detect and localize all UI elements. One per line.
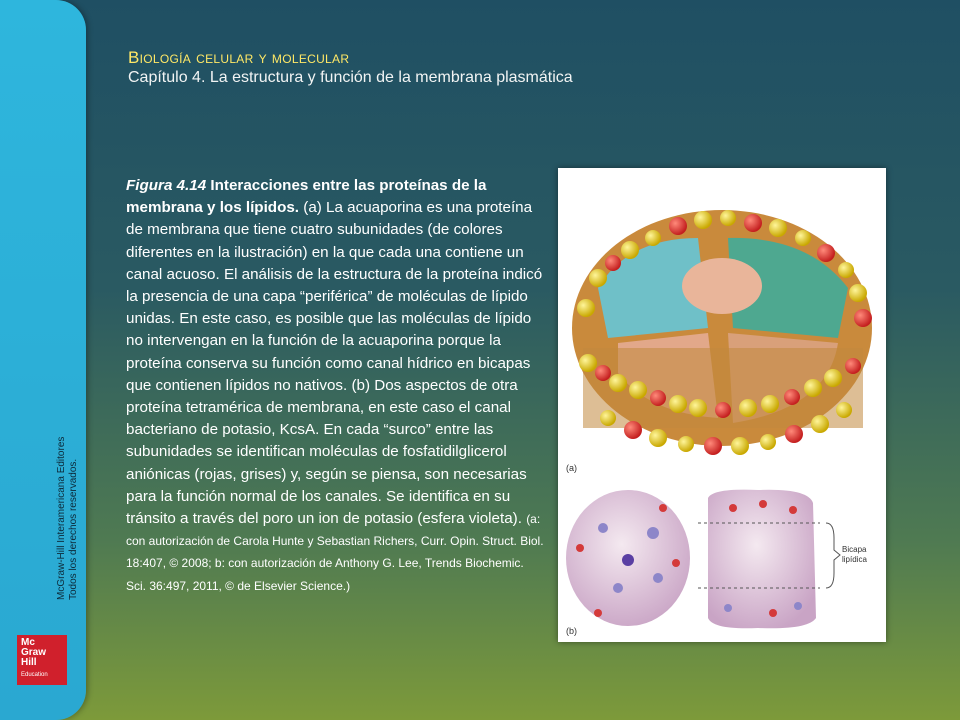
figure-caption (126, 175, 544, 597)
kcsa-side-view (698, 490, 840, 629)
bilayer-label: Bicapa (842, 545, 867, 554)
chapter-title: Capítulo 4. La estructura y función de la membrana plasmática (128, 69, 573, 86)
caption-body: (a) La acuaporina es una proteína de membrana que tiene cuatro subunidades (de colores diferentes en la ilustración) en la que cada una contiene un canal acuoso. El análisis de la estructura de la proteína indicó la presencia de una capa “periférica” de moléculas de lípido unidas. En este caso, es posible que las moléculas de lípido no intervengan en la función de la acuaporina porque la proteína conserva su función como canal hídrico en bicapas que contienen lípidos no nativos. (b) Dos aspectos de otra proteína tetramérica de membrana, en este caso el canal bacteriano de potasio, KcsA. En cada “surco” entre las subunidades se identifican moléculas de fosfatidilglicerol aniónicas (rojas, grises) y, según se piensa, son necesarias para la función normal de los canales. Se identifica en su tránsito a través del poro un ion de potasio (esfera violeta). (126, 199, 543, 528)
publisher-logo (17, 635, 67, 685)
book-title: Biología celular y molecular (128, 48, 350, 67)
caption-credit: (a: con autorización de Carola Hunte y Sebastian Richers, Curr. Opin. Struct. Biol. 18:407, © 2008; b: con autorización de Anthony G. Lee, Trends Biochemic. Sci. 36:497, 2011, © de Elsevier Science.) (126, 512, 544, 593)
bilayer-label: lipídica (842, 555, 867, 564)
logo-text: Hill (21, 657, 37, 668)
copyright-line: Todos los derechos reservados. (68, 458, 79, 600)
copyright-notice (56, 400, 80, 600)
logo-text: Graw (21, 647, 47, 658)
logo-text: Education (21, 672, 48, 678)
aquaporin-structure (572, 210, 872, 455)
caption-title: Interacciones entre las proteínas de la membrana y los lípidos. (126, 177, 487, 217)
copyright-line: McGraw-Hill Interamericana Editores (56, 436, 67, 600)
logo-text: Mc (21, 637, 35, 648)
figure-image (558, 168, 886, 642)
figure-label: Figura 4.14 (126, 177, 207, 194)
panel-label-b: (b) (566, 626, 577, 636)
protein-illustration (558, 168, 886, 642)
kcsa-top-view (566, 490, 690, 626)
sidebar (0, 0, 86, 720)
panel-label-a: (a) (566, 463, 577, 473)
